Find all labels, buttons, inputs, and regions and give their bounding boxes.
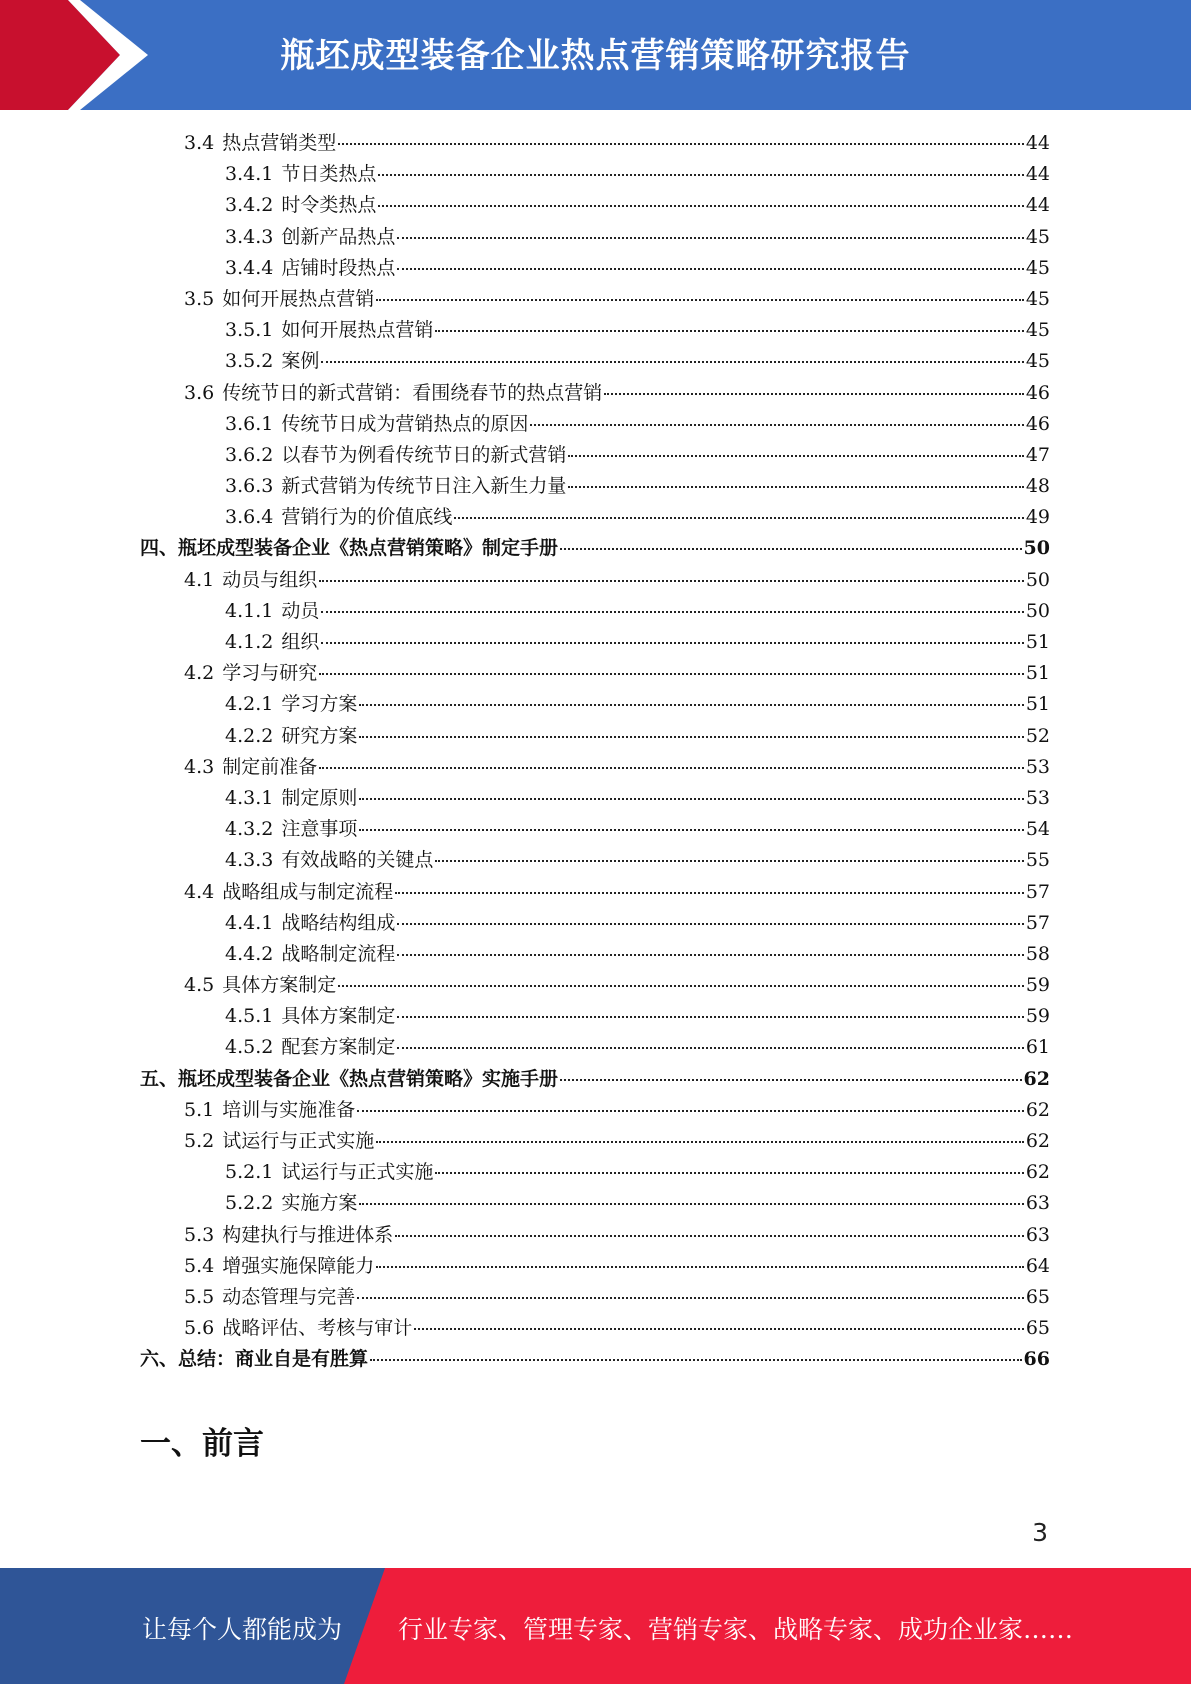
toc-entry-page: 48 [1025, 475, 1050, 498]
toc-entry-page: 44 [1025, 194, 1050, 217]
toc-entry-number: 4.2.1 [225, 693, 274, 716]
toc-entry-title: 注意事项 [281, 818, 358, 841]
toc-entry-title: 组织 [281, 631, 320, 653]
toc-entry-title: 案例 [281, 350, 320, 373]
toc-leader-dots [568, 455, 1023, 457]
toc-leader-dots [359, 1203, 1023, 1205]
toc-entry-title: 战略制定流程 [281, 942, 396, 965]
toc-entry-title: 战略组成与制定流程 [222, 880, 394, 903]
toc-entry-title: 学习与研究 [222, 662, 318, 685]
toc-entry[interactable] [140, 721, 1050, 752]
toc-entry-page: 50 [1025, 568, 1050, 591]
toc-entry-title: 构建执行与推进体系 [222, 1223, 394, 1246]
toc-entry-number: 3.5 [184, 287, 215, 310]
toc-entry-page: 54 [1025, 818, 1050, 841]
toc-entry-number: 4.4 [184, 880, 215, 903]
toc-entry-number: 4.5.1 [225, 1005, 274, 1028]
footer-slogan-right: 行业专家、管理专家、营销专家、战略专家、成功企业家…… [398, 1615, 1074, 1644]
toc-entry[interactable] [140, 565, 1050, 596]
toc-leader-dots [397, 1016, 1023, 1018]
toc-entry-page: 44 [1025, 163, 1050, 186]
toc-entry-number: 5.6 [184, 1317, 215, 1340]
toc-entry[interactable] [140, 409, 1050, 440]
toc-entry-number: 3.6 [184, 381, 215, 404]
toc-entry[interactable] [140, 689, 1050, 720]
toc-entry-title: 学习方案 [281, 693, 358, 716]
toc-entry[interactable] [140, 752, 1050, 783]
toc-entry-number: 5.4 [184, 1254, 215, 1277]
toc-leader-dots [397, 268, 1023, 270]
toc-entry[interactable] [140, 471, 1050, 502]
toc-entry-title: 节日类热点 [281, 163, 377, 186]
toc-entry-number: 3.6.4 [225, 506, 274, 529]
toc-entry-title: 制定前准备 [222, 755, 318, 778]
toc-entry-number: 5.2 [184, 1130, 215, 1152]
toc-entry-number: 4.2 [184, 662, 215, 685]
toc-entry[interactable] [140, 284, 1050, 315]
toc-entry[interactable] [140, 1188, 1050, 1219]
toc-leader-dots [378, 205, 1023, 207]
toc-leader-dots [397, 237, 1023, 239]
toc-entry-title: 培训与实施准备 [222, 1098, 356, 1121]
toc-entry[interactable] [140, 533, 1050, 564]
toc-entry-title: 配套方案制定 [281, 1036, 396, 1059]
toc-leader-dots [604, 393, 1024, 395]
toc-entry-number: 3.4.1 [225, 163, 274, 186]
toc-entry-number: 4.4.1 [225, 911, 274, 934]
section-heading: 一、前言 [140, 1426, 264, 1462]
toc-entry-title: 具体方案制定 [281, 1005, 396, 1028]
toc-entry-title: 如何开展热点营销 [222, 287, 375, 310]
toc-entry[interactable] [140, 1095, 1050, 1126]
toc-leader-dots [376, 1266, 1024, 1268]
toc-entry[interactable] [140, 1344, 1050, 1375]
toc-entry[interactable] [140, 627, 1050, 658]
toc-entry-title: 实施方案 [281, 1192, 358, 1215]
toc-entry-page: 63 [1025, 1223, 1050, 1246]
toc-entry[interactable] [140, 222, 1050, 253]
toc-entry-page: 58 [1025, 942, 1050, 965]
toc-entry-title: 战略结构组成 [281, 911, 396, 934]
toc-entry-number: 3.4.2 [225, 194, 274, 217]
toc-entry-title: 六、总结：商业自是有胜算 [140, 1348, 369, 1371]
toc-entry-number: 5.5 [184, 1285, 215, 1308]
toc-entry-number: 4.2.2 [225, 724, 274, 747]
toc-entry-page: 50 [1023, 537, 1050, 560]
toc-entry[interactable] [140, 1282, 1050, 1313]
toc-entry-number: 4.3.1 [225, 786, 274, 809]
toc-entry-number: 3.4.4 [225, 256, 274, 279]
toc-entry-page: 59 [1025, 1005, 1050, 1028]
toc-entry-page: 45 [1025, 225, 1050, 248]
toc-entry-number: 5.2.2 [225, 1192, 274, 1215]
toc-entry[interactable] [140, 346, 1050, 377]
toc-entry-number: 3.6.2 [225, 443, 274, 466]
toc-leader-dots [319, 673, 1024, 675]
toc-entry[interactable] [140, 596, 1050, 627]
toc-entry[interactable] [140, 658, 1050, 689]
toc-leader-dots [435, 860, 1023, 862]
toc-entry-number: 3.4 [184, 132, 215, 154]
toc-entry-title: 如何开展热点营销 [281, 319, 434, 342]
toc-leader-dots [359, 704, 1023, 706]
toc-entry-page: 51 [1025, 631, 1050, 653]
toc-entry-page: 59 [1025, 974, 1050, 997]
toc-entry-number: 5.2.1 [225, 1161, 274, 1184]
toc-leader-dots [319, 580, 1024, 582]
toc-entry-number: 4.1 [184, 568, 215, 591]
toc-entry[interactable] [140, 1157, 1050, 1188]
toc-entry-title: 研究方案 [281, 724, 358, 747]
toc-entry-page: 55 [1025, 849, 1050, 872]
toc-entry-number: 3.6.1 [225, 412, 274, 435]
table-of-contents [140, 128, 1050, 1376]
toc-entry-page: 51 [1025, 662, 1050, 685]
toc-entry-title: 创新产品热点 [281, 225, 396, 248]
toc-entry-page: 57 [1025, 880, 1050, 903]
toc-entry-title: 具体方案制定 [222, 974, 337, 997]
toc-entry-page: 45 [1025, 287, 1050, 310]
toc-entry-page: 51 [1025, 693, 1050, 716]
toc-entry-page: 45 [1025, 256, 1050, 279]
toc-leader-dots [568, 486, 1023, 488]
toc-entry-title: 增强实施保障能力 [222, 1254, 375, 1277]
toc-leader-dots [359, 798, 1023, 800]
toc-entry-page: 62 [1025, 1130, 1050, 1152]
toc-entry-page: 63 [1025, 1192, 1050, 1215]
toc-leader-dots [395, 892, 1024, 894]
toc-entry-title: 试运行与正式实施 [281, 1161, 434, 1184]
toc-entry[interactable] [140, 877, 1050, 908]
toc-leader-dots [414, 1328, 1024, 1330]
toc-entry[interactable] [140, 253, 1050, 284]
toc-entry[interactable] [140, 908, 1050, 939]
toc-entry-page: 50 [1025, 599, 1050, 622]
toc-entry-number: 4.3 [184, 755, 215, 778]
toc-entry-number: 4.1.2 [225, 631, 274, 653]
page-number: 3 [1032, 1518, 1048, 1547]
toc-entry[interactable] [140, 814, 1050, 845]
toc-entry[interactable] [140, 502, 1050, 533]
toc-entry-number: 4.3.3 [225, 849, 274, 872]
toc-entry-page: 45 [1025, 319, 1050, 342]
toc-leader-dots [530, 424, 1023, 426]
toc-entry-page: 62 [1023, 1067, 1050, 1090]
toc-entry-page: 57 [1025, 911, 1050, 934]
toc-entry-title: 五、瓶坯成型装备企业《热点营销策略》实施手册 [140, 1067, 559, 1090]
toc-entry-number: 3.4.3 [225, 225, 274, 248]
toc-entry-title: 动态管理与完善 [222, 1285, 356, 1308]
toc-entry[interactable] [140, 190, 1050, 221]
toc-entry-number: 5.1 [184, 1098, 215, 1121]
toc-leader-dots [321, 642, 1023, 644]
toc-entry[interactable] [140, 1126, 1050, 1157]
toc-entry[interactable] [140, 1032, 1050, 1063]
toc-entry-page: 65 [1025, 1285, 1050, 1308]
toc-entry[interactable] [140, 845, 1050, 876]
toc-entry-title: 战略评估、考核与审计 [222, 1317, 413, 1340]
toc-entry-page: 46 [1025, 381, 1050, 404]
report-title: 瓶坯成型装备企业热点营销策略研究报告 [280, 36, 911, 76]
toc-entry[interactable] [140, 783, 1050, 814]
toc-entry-page: 62 [1025, 1161, 1050, 1184]
toc-entry-number: 4.5.2 [225, 1036, 274, 1059]
toc-entry-title: 试运行与正式实施 [222, 1130, 375, 1152]
toc-entry-number: 4.1.1 [225, 599, 274, 622]
toc-entry[interactable] [140, 378, 1050, 409]
toc-entry-page: 61 [1025, 1036, 1050, 1059]
toc-entry-page: 47 [1025, 443, 1050, 466]
toc-entry[interactable] [140, 128, 1050, 159]
toc-leader-dots [376, 299, 1024, 301]
toc-entry[interactable] [140, 159, 1050, 190]
toc-entry-title: 动员 [281, 599, 320, 622]
page-header [0, 0, 1191, 110]
toc-leader-dots [321, 611, 1023, 613]
toc-leader-dots [397, 1047, 1023, 1049]
toc-entry-page: 65 [1025, 1317, 1050, 1340]
toc-entry-page: 64 [1025, 1254, 1050, 1277]
toc-entry-number: 5.3 [184, 1223, 215, 1246]
toc-leader-dots [435, 330, 1023, 332]
toc-entry[interactable] [140, 1313, 1050, 1344]
toc-entry-number: 3.5.1 [225, 319, 274, 342]
toc-entry-title: 新式营销为传统节日注入新生力量 [281, 475, 567, 498]
toc-entry-number: 4.5 [184, 974, 215, 997]
toc-entry-number: 3.5.2 [225, 350, 274, 373]
toc-entry[interactable] [140, 1220, 1050, 1251]
toc-entry-title: 四、瓶坯成型装备企业《热点营销策略》制定手册 [140, 537, 559, 560]
toc-entry-page: 62 [1025, 1098, 1050, 1121]
toc-entry-page: 52 [1025, 724, 1050, 747]
toc-leader-dots [338, 143, 1024, 145]
toc-entry-page: 46 [1025, 412, 1050, 435]
toc-leader-dots [395, 1235, 1024, 1237]
toc-leader-dots [359, 829, 1023, 831]
toc-leader-dots [376, 1141, 1024, 1143]
toc-leader-dots [357, 1110, 1024, 1112]
toc-entry-title: 制定原则 [281, 786, 358, 809]
toc-entry-title: 营销行为的价值底线 [281, 506, 453, 529]
toc-entry-page: 53 [1025, 755, 1050, 778]
toc-leader-dots [560, 1079, 1022, 1081]
toc-leader-dots [338, 985, 1024, 987]
toc-leader-dots [321, 361, 1023, 363]
toc-entry[interactable] [140, 1251, 1050, 1282]
toc-leader-dots [370, 1359, 1022, 1361]
toc-entry[interactable] [140, 440, 1050, 471]
toc-entry-number: 3.6.3 [225, 475, 274, 498]
toc-entry-title: 热点营销类型 [222, 132, 337, 154]
toc-entry-title: 时令类热点 [281, 194, 377, 217]
page-footer [0, 1568, 1191, 1684]
toc-entry-title: 店铺时段热点 [281, 256, 396, 279]
toc-leader-dots [435, 1172, 1023, 1174]
toc-leader-dots [397, 923, 1023, 925]
toc-entry-title: 有效战略的关键点 [281, 849, 434, 872]
toc-entry-page: 49 [1025, 506, 1050, 529]
toc-entry-title: 传统节日的新式营销：看围绕春节的热点营销 [222, 381, 603, 404]
toc-leader-dots [454, 517, 1023, 519]
toc-entry[interactable] [140, 1001, 1050, 1032]
toc-entry[interactable] [140, 970, 1050, 1001]
toc-entry-title: 动员与组织 [222, 568, 318, 591]
toc-leader-dots [397, 954, 1023, 956]
toc-entry[interactable] [140, 315, 1050, 346]
toc-leader-dots [319, 767, 1024, 769]
toc-leader-dots [359, 736, 1023, 738]
toc-leader-dots [560, 548, 1022, 550]
toc-entry-number: 4.4.2 [225, 942, 274, 965]
toc-entry-title: 传统节日成为营销热点的原因 [281, 412, 529, 435]
toc-leader-dots [357, 1297, 1024, 1299]
toc-entry-page: 53 [1025, 786, 1050, 809]
toc-entry-page: 45 [1025, 350, 1050, 373]
toc-entry[interactable] [140, 939, 1050, 970]
toc-entry-page: 44 [1025, 132, 1050, 154]
toc-entry[interactable] [140, 1064, 1050, 1095]
toc-entry-number: 4.3.2 [225, 818, 274, 841]
footer-slogan-left: 让每个人都能成为 [142, 1615, 343, 1644]
toc-entry-page: 66 [1023, 1348, 1050, 1371]
toc-entry-title: 以春节为例看传统节日的新式营销 [281, 443, 567, 466]
toc-leader-dots [378, 174, 1023, 176]
